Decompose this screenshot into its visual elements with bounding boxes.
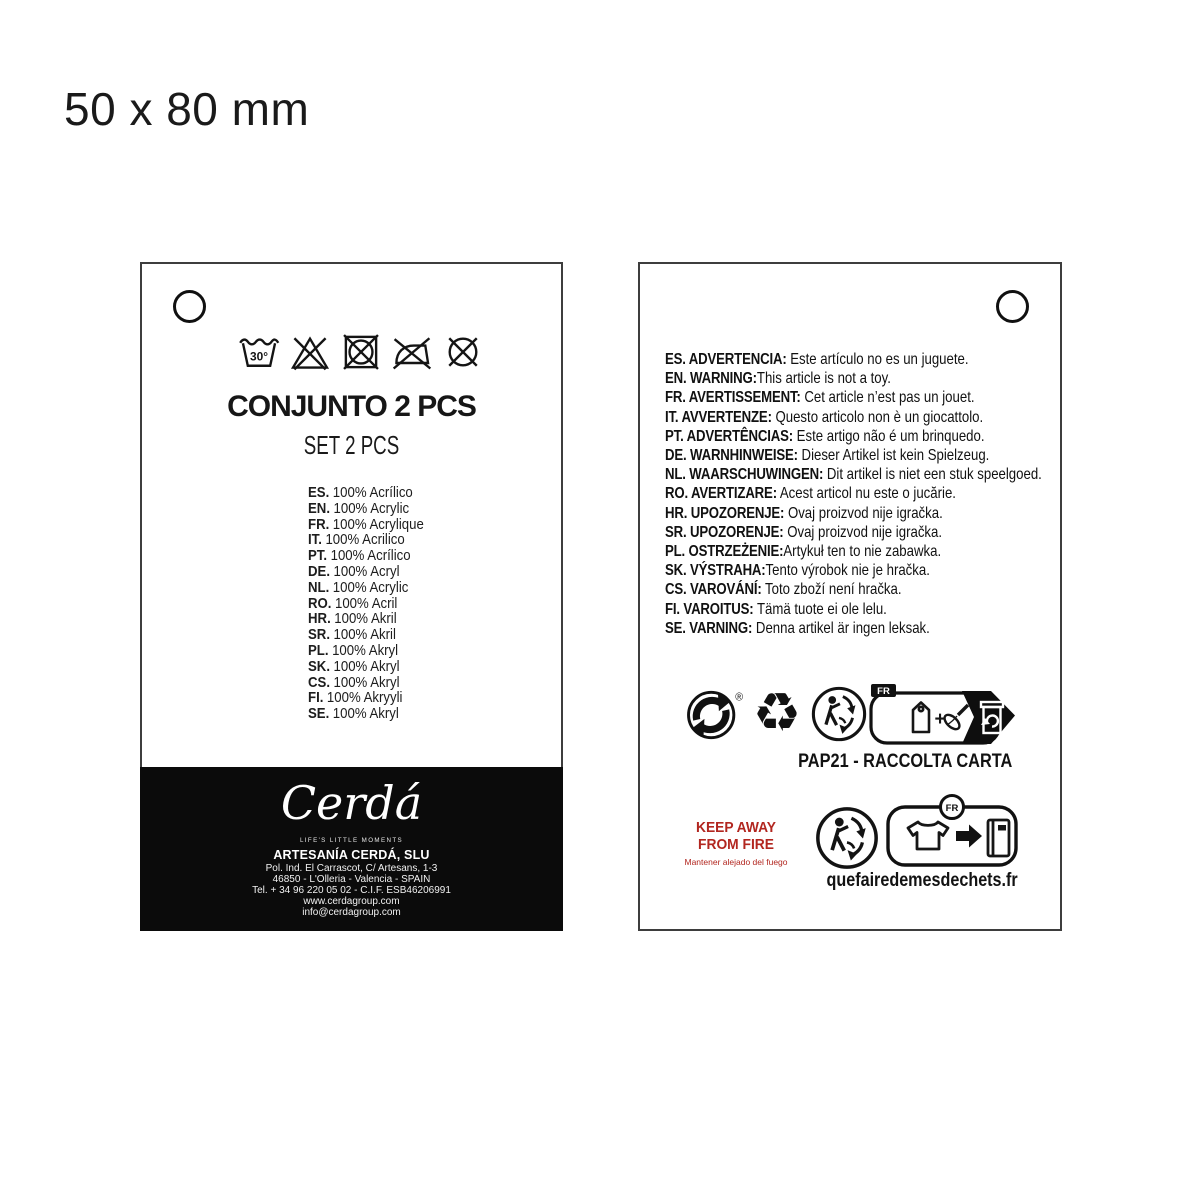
sorting-url: quefairedemesdechets.fr [826, 870, 1018, 891]
composition-list [308, 485, 424, 722]
front-tag [140, 262, 563, 931]
paper-sorting-caption: PAP21 - RACCOLTA CARTA [798, 751, 1013, 772]
warning-row: SK. VÝSTRAHA:Tento výrobok nie je hračka. [665, 562, 930, 580]
warning-row: NL. WAARSCHUWINGEN: Dit artikel is niet een stuk speelgoed. [665, 466, 1042, 484]
warning-row: EN. WARNING:This article is not a toy. [665, 370, 891, 388]
triman-icon [810, 685, 868, 743]
svg-text:®: ® [735, 691, 744, 704]
composition-row: SR. 100% Akril [308, 626, 396, 644]
composition-row: FI. 100% Akryyli [308, 689, 403, 707]
warning-row: CS. VAROVÁNÍ: Toto zboží není hračka. [665, 581, 902, 599]
keep-away-note: Mantener alejado del fuego [684, 857, 788, 867]
composition-row: IT. 100% Acrilico [308, 531, 405, 549]
warning-row: FI. VAROITUS: Tämä tuote ei ole lelu. [665, 600, 887, 618]
textile-sorting-icon [885, 793, 1019, 873]
care-symbols-row [142, 330, 561, 374]
composition-row: ES. 100% Acrílico [308, 484, 413, 501]
warning-row: SR. UPOZORENJE: Ovaj proizvod nije igračka. [665, 523, 943, 541]
brand-logo: Cerdá [280, 776, 423, 830]
mobius-recycle-icon: ♻ [752, 681, 802, 744]
svg-text:+: + [934, 709, 946, 730]
keep-away-from-fire [668, 820, 804, 867]
triman-icon [814, 805, 880, 871]
company-address-line2: 46850 - L'Olleria - Valencia - SPAIN [272, 874, 431, 885]
warnings-list [665, 350, 1053, 638]
composition-row: NL. 100% Acrylic [308, 578, 409, 596]
composition-row: SE. 100% Akryl [308, 705, 399, 723]
composition-row: PT. 100% Acrílico [308, 547, 411, 565]
brand-tagline: LIFE'S LITTLE MOMENTS [299, 837, 404, 844]
composition-row: PL. 100% Akryl [308, 641, 399, 659]
composition-row: HR. 100% Akril [308, 610, 397, 628]
keep-away-line1: KEEP AWAY [695, 819, 777, 836]
green-dot-icon [686, 688, 746, 742]
svg-text:FR: FR [877, 686, 890, 697]
do-not-iron-icon [390, 330, 434, 374]
warning-row: ES. ADVERTENCIA: Este artículo no es un juguete. [665, 351, 969, 368]
composition-row: DE. 100% Acryl [308, 562, 400, 580]
product-subtitle: SET 2 PCS [303, 430, 400, 460]
company-email: info@cerdagroup.com [302, 906, 401, 918]
hang-hole [996, 290, 1029, 323]
svg-text:30°: 30° [249, 349, 268, 364]
composition-row: SK. 100% Akryl [308, 657, 400, 675]
warning-row: PL. OSTRZEŻENIE:Artykuł ten to nie zabawka. [665, 543, 942, 561]
size-label: 50 x 80 mm [64, 83, 310, 135]
company-phone-cif: Tel. + 34 96 220 05 02 - C.I.F. ESB46206991 [252, 885, 451, 896]
composition-row: FR. 100% Acrylique [308, 515, 424, 533]
wash-30-icon [237, 330, 281, 374]
back-tag [638, 262, 1062, 931]
warning-row: RO. AVERTIZARE: Acest articol nu este o jucărie. [665, 485, 956, 503]
warning-row: IT. AVVERTENZE: Questo articolo non è un giocattolo. [665, 408, 984, 426]
company-name: ARTESANÍA CERDÁ, SLU [273, 848, 430, 862]
brand-footer [140, 767, 563, 931]
do-not-tumble-dry-icon [339, 330, 383, 374]
warning-row: HR. UPOZORENJE: Ovaj proizvod nije igračka. [665, 504, 943, 522]
company-website: www.cerdagroup.com [303, 896, 400, 907]
composition-row: RO. 100% Acril [308, 594, 398, 612]
product-title: CONJUNTO 2 PCS [227, 390, 476, 423]
warning-row: PT. ADVERTÊNCIAS: Este artigo não é um brinquedo. [665, 427, 985, 445]
company-address-line1: Pol. Ind. El Carrascot, C/ Artesans, 1-3 [265, 863, 438, 874]
do-not-bleach-icon [288, 330, 332, 374]
hang-hole [173, 290, 206, 323]
svg-text:FR: FR [945, 803, 959, 814]
composition-row: CS. 100% Akryl [308, 673, 400, 691]
keep-away-line2: FROM FIRE [698, 835, 774, 853]
composition-row: EN. 100% Acrylic [308, 499, 410, 517]
warning-row: SE. VARNING: Denna artikel är ingen leksak. [665, 619, 930, 637]
warning-row: DE. WARNHINWEISE: Dieser Artikel ist kein Spielzeug. [665, 447, 990, 465]
paper-sorting-icon [869, 683, 1019, 747]
warning-row: FR. AVERTISSEMENT: Cet article n’est pas un jouet. [665, 389, 975, 407]
do-not-dry-clean-icon [441, 330, 485, 374]
